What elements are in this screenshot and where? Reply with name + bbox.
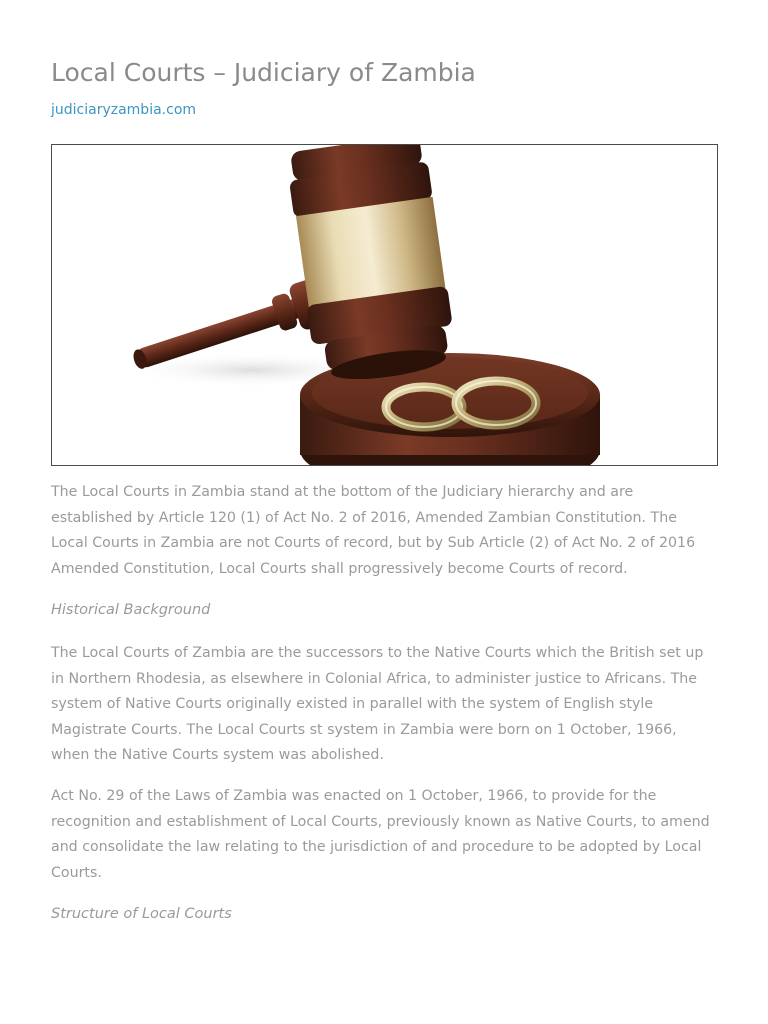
- section-heading: Structure of Local Courts: [51, 906, 232, 922]
- gavel-rings-illustration: [52, 145, 717, 465]
- article-paragraph: The Local Courts in Zambia stand at the bottom of the Judiciary hierarchy and are established by Article 120 (1) of Act No. 2 of 2016, Amended Zambian Constitution. The Local Courts in Zambia are not Courts of record, but by Sub Article (2) of Act No. 2 of 2016 Amended Constitution, Local Courts shall progressively become Courts of record.: [51, 484, 696, 577]
- page-title: Local Courts – Judiciary of Zambia: [51, 58, 476, 87]
- hero-image: [51, 144, 718, 466]
- source-link[interactable]: judiciaryzambia.com: [51, 102, 197, 118]
- article-paragraph: The Local Courts of Zambia are the successors to the Native Courts which the British set up in Northern Rhodesia, as elsewhere in Colonial Africa, to administer justice to Africans. The system of Native Courts originally existed in parallel with the system of English style Magistrate Courts. The Local Courts st system in Zambia were born on 1 October, 1966, when the Native Courts system was abolished.: [51, 645, 704, 763]
- section-heading: Historical Background: [51, 602, 211, 618]
- article-paragraph: Act No. 29 of the Laws of Zambia was enacted on 1 October, 1966, to provide for the recognition and establishment of Local Courts, previously known as Native Courts, to amend and consolidate the law relating to the jurisdiction of and procedure to be adopted by Local Courts.: [51, 788, 710, 881]
